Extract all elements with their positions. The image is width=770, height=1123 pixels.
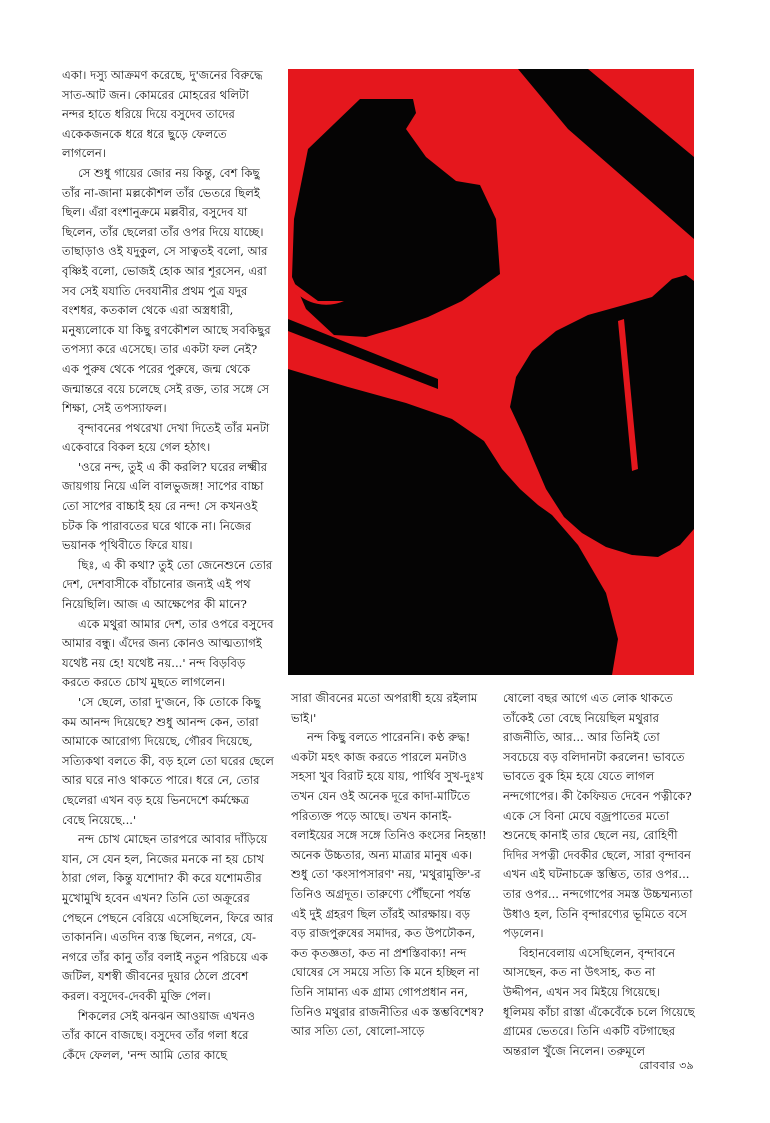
page-folio: রোববার ৩৯ bbox=[638, 1059, 694, 1072]
paragraph: বিহানবেলায় এসেছিলেন, বৃন্দাবনে আসছেন, কত না উৎসাহ, কত না উদ্দীপন, এখন সব মিইয়ে গিয়েছে। ধূলিময় কাঁচা রাস্তা এঁকেবেঁকে চলে গিয়েছে গ্রামের ভেতরে। তিনি একটি বটগাছের অন্তরাল খুঁজে নিলেন। তরুমূলে bbox=[503, 945, 695, 1058]
paragraph: নন্দ কিছু বলতে পারেননি। কণ্ঠ রুদ্ধ! একটা মহৎ কাজ করতে পারলে মনটাও সহসা খুব বিরাট হয়ে যায়, পার্থিব সুখ-দুঃখ তখন যেন ওই অনেক দূরে কাদা-মাটিতে পরিত্যক্ত পড়ে আছে। তখন কানাই-বলাইয়ের সঙ্গে সঙ্গে তিনিও কংসের নিহন্তা! অনেক উচ্চতার, অন্য মাত্রার মানুষ এক। শুধু তো 'কংসাপসারণ' নয়, 'মথুরামুক্তি'-র তিনিও অগ্রদূত। তারুণ্যে পৌঁছনো পর্যন্ত এই দুই গ্রহরণ ছিল তাঁরই আরক্ষায়। বড় বড় রাজপুরুষের সমাদর, কত উপঢৌকন, কত কৃতজ্ঞতা, কত না প্রশস্তিবাক্য! নন্দ ঘোষের সে সময়ে সত্যি কি মনে হচ্ছিল না তিনি সামান্য এক গ্রাম্য গোপপ্রধান নন, তিনিও মথুরার রাজনীতির এক স্তম্ভবিশেষ? আর সত্যি তো, ষোলো-সাড়ে bbox=[291, 730, 487, 1039]
paragraph: সারা জীবনের মতো অপরাধী হয়ে রইলাম ভাই।' bbox=[291, 691, 478, 725]
paragraph: সে শুধু গায়ের জোর নয় কিন্তু, বেশ কিছু তাঁর না-জানা মল্লকৌশল তাঁর ভেতরে ছিলই ছিল। এঁরা বংশানুক্রমে মল্লবীর, বসুদেব যা ছিলেন, তাঁর ছেলেরা তাঁর ওপর দিয়ে যাচ্ছে। তাছাড়াও ওই যদুকুল, সে সাত্বতই বলো, আর বৃষ্ণিই বলো, ভোজই হোক আর শূরসেন, এরা সব সেই যযাতি দেবযানীর প্রথম পুত্র যদুর বংশধর, কতকাল থেকে এরা অস্ত্রধারী, মনুষ্যলোকে যা কিছু রণকৌশল আছে সবকিছুর তপস্যা করে এসেছে। তার একটা ফল নেই? এক পুরুষ থেকে পরের পুরুষে, জন্ম থেকে জন্মান্তরে বয়ে চলেছে সেই রক্ত, তার সঙ্গে সে শিক্ষা, সেই তপস্যাফল। bbox=[62, 165, 271, 416]
paragraph: একা। দস্যু আক্রমণ করেছে, দু'জনের বিরুদ্ধে সাত-আট জন। কোমরের মোহরের থলিটা নন্দর হাতে ধরিয়ে দিয়ে বসুদেব তাদের একেকজনকে ধরে ধরে ছুড়ে ফেলতে লাগলেন। bbox=[62, 68, 263, 161]
paragraph: 'সে ছেলে, তারা দু'জনে, কি তোকে কিছু কম আনন্দ দিয়েছে? শুধু আনন্দ কেন, তারা আমাকে আরোগ্য দিয়েছে, গৌরব দিয়েছে, সত্যিকথা বলতে কী, বড় হলে তো ঘরের ছেলে আর ঘরে নাও থাকতে পারে। ধরে নে, তোর ছেলেরা এখন বড় হয়ে ভিনদেশে কর্মক্ষেত্র বেছে নিয়েছে...' bbox=[62, 695, 274, 827]
paragraph: 'ওরে নন্দ, তুই এ কী করলি? ঘরের লক্ষ্মীর জায়গায় নিয়ে এলি বালভুজঙ্গ! সাপের বাচ্চা তো সাপের বাচ্চাই হয় রে নন্দ! সে কখনওই চটক কি পারাবতের ঘরে থাকে না। নিজের ভয়ানক পৃথিবীতে ফিরে যায়। bbox=[62, 459, 268, 553]
text-column-2 bbox=[291, 689, 488, 1042]
illustration bbox=[288, 69, 694, 675]
text-column-1 bbox=[62, 66, 274, 1065]
paragraph: নন্দ চোখ মোছেন তারপরে আবার দাঁড়িয়ে যান, সে যেন হল, নিজের মনকে না হয় চোখ ঠারা গেল, কিন্তু যশোদা? কী করে যশোমতীর মুখোমুখি হবেন এখন? তিনি তো অক্রূরের পেছনে পেছনে বেরিয়ে এসেছিলেন, ফিরে আর তাকাননি। এতদিন ব্যস্ত ছিলেন, নগরে, যে-নগরে তাঁর কানু তাঁর বলাই নতুন পরিচয়ে এক জটিল, যশস্বী জীবনের দুয়ার ঠেলে প্রবেশ করল। বসুদেব-দেবকী মুক্তি পেল। bbox=[62, 832, 274, 1003]
paragraph: শিকলের সেই ঝনঝন আওয়াজ এখনও তাঁর কানে বাজছে। বসুদেব তাঁর গলা ধরে কেঁদে ফেলল, 'নন্দ আমি তোর কাছে bbox=[62, 1008, 255, 1062]
paragraph: বৃন্দাবনের পথরেখা দেখা দিতেই তাঁর মনটা একেবারে বিকল হয়ে গেল হঠাৎ। bbox=[62, 420, 270, 455]
paragraph: ষোলো বছর আগে এত লোক থাকতে তাঁকেই তো বেছে নিয়েছিল মথুরার রাজনীতি, আর... আর তিনিই তো সবচেয়ে বড় বলিদানটা করলেন! ভাবতে ভাবতে বুক হিম হয়ে যেতে লাগল নন্দগোপের। কী কৈফিয়ত দেবেন পত্নীকে? একে সে বিনা মেঘে বজ্রপাতের মতো শুনেছে কানাই তার ছেলে নয়, রোহিণী দিদির সপত্নী দেবকীর ছেলে, সারা বৃন্দাবন এখন এই ঘটনাচক্রে স্তম্ভিত, তার ওপর... তার ওপর... নন্দগোপের সমস্ত উচ্চম্মন্যতা উধাও হল, তিনি বৃন্দারণ্যের ভূমিতে বসে পড়লেন। bbox=[503, 691, 693, 941]
text-column-3 bbox=[503, 689, 695, 1061]
paragraph: একে মথুরা আমার দেশ, তার ওপরে বসুদেব আমার বন্ধু। এঁদের জন্য কোনও আত্মত্যাগই যথেষ্ট নয় হে! যথেষ্ট নয়...' নন্দ বিড়বিড় করতে করতে চোখ মুছতে লাগলেন। bbox=[62, 616, 274, 690]
paragraph: ছিঃ, এ কী কথা? তুই তো জেনেশুনে তোর দেশ, দেশবাসীকে বাঁচানোর জন্যই এই পথ নিয়েছিলি। আজ এ আক্ষেপের কী মানে? bbox=[62, 557, 273, 612]
